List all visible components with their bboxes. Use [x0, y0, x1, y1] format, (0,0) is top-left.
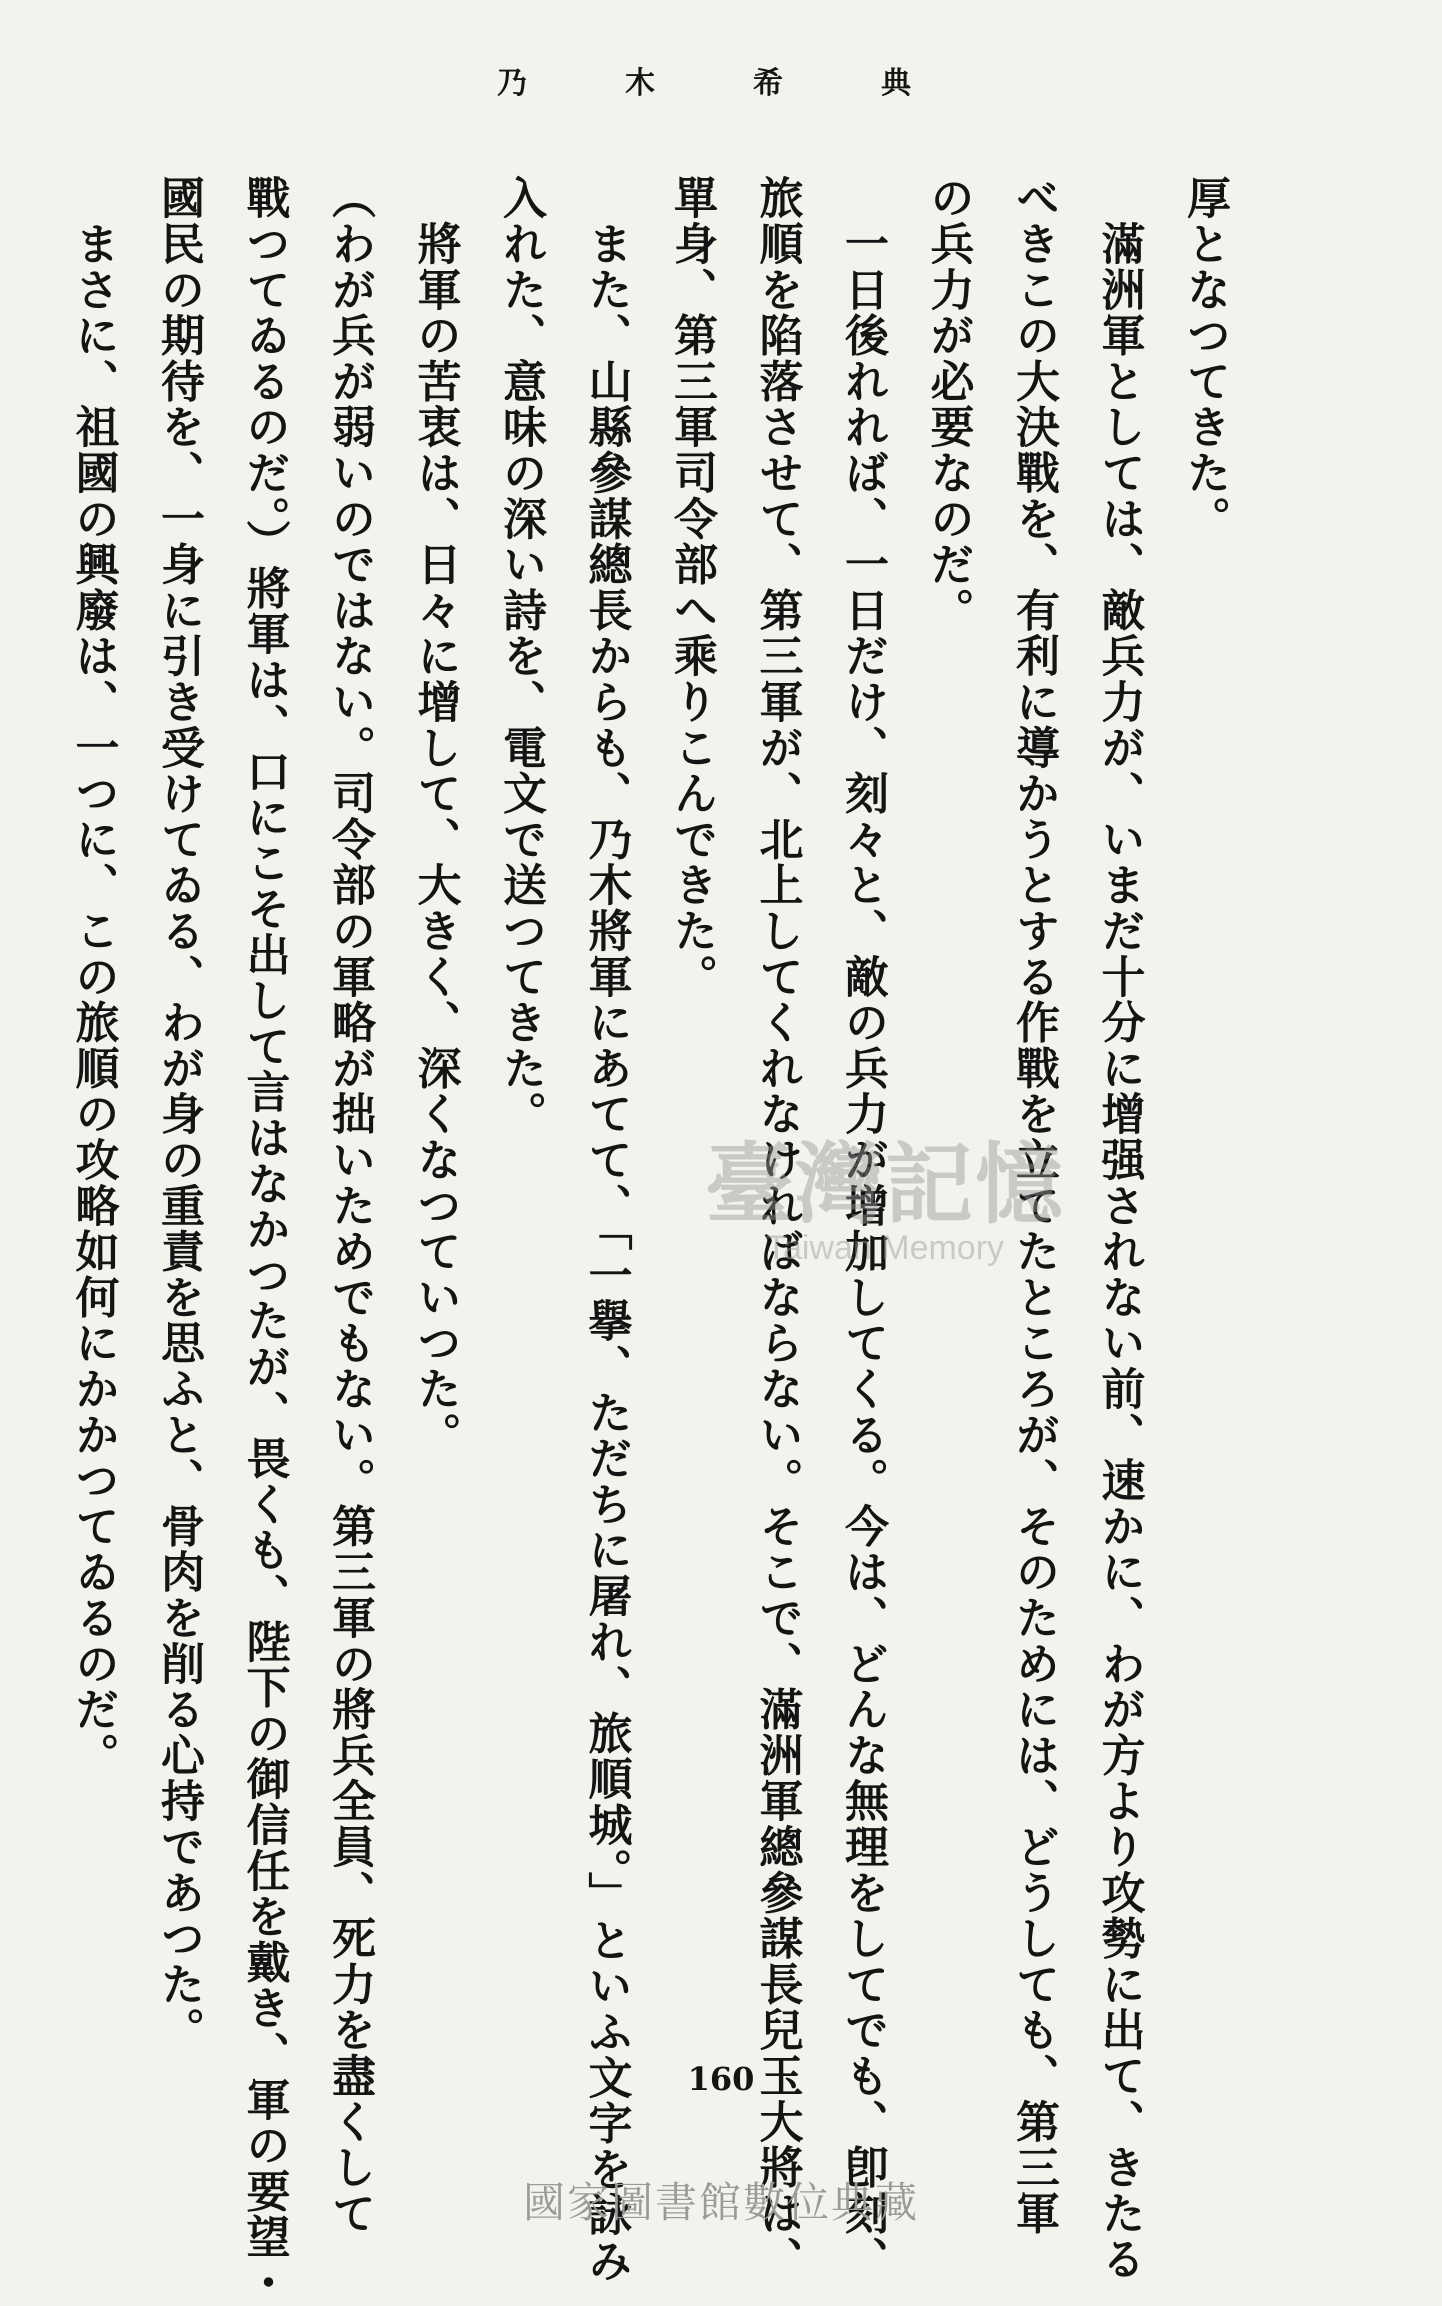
- library-caption: 國家圖書館數位典藏: [522, 2178, 919, 2227]
- watermark-english: Taiwan Memory: [765, 1229, 1005, 1267]
- text-line: 滿洲軍としては、敵兵力が、いまだ十分に增强されない前、速かに、わが方より攻勢に出て、きたる: [1093, 175, 1145, 2282]
- text-line: 戰つてゐるのだ。）將軍は、口にこそ出して言はなかつたが、畏くも、陛下の御信任を戴き、軍の要望・: [238, 175, 290, 2306]
- text-line: （わが兵が弱いのではない。司令部の軍略が拙いためでもない。第三軍の將兵全員、死力を盡くして: [324, 175, 375, 2236]
- page-number: 160: [687, 2060, 755, 2098]
- text-line: の兵力が必要なのだ。: [922, 175, 974, 633]
- watermark-chinese: 臺灣記憶: [705, 1132, 1066, 1236]
- taiwan-memory-watermark: [705, 1115, 1065, 1268]
- text-line: まさに、祖國の興廢は、一つに、この旅順の攻略如何にかかつてゐるのだ。: [67, 175, 119, 1778]
- text-line: 厚となつてきた。: [1179, 175, 1230, 542]
- text-line: 國民の期待を、一身に引き受けてゐる、わが身の重責を思ふと、骨肉を削る心持であつた。: [153, 175, 204, 2053]
- text-line: べきこの大決戰を、有利に導かうとする作戰を立てたところが、そのためには、どうしても、第三軍: [1008, 175, 1059, 2236]
- text-line: 將軍の苦衷は、日々に增して、大きく、深くなつていつた。: [409, 175, 461, 1458]
- text-line: 旅順を陷落させて、第三軍が、北上してくれなければならない。そこで、滿洲軍總參謀長兒玉大將は、: [751, 175, 803, 2282]
- text-line: 單身、第三軍司令部へ乘りこんできた。: [666, 175, 717, 1000]
- text-line: 入れた、意味の深い詩を、電文で送つてきた。: [495, 175, 546, 1137]
- text-line: また、山縣參謀總長からも、乃木將軍にあてて、「一擧、ただちに屠れ、旅順城。」といふ文字を詠み: [580, 175, 632, 2284]
- running-head: 乃 木 希 典: [497, 66, 945, 101]
- text-line: 一日後れれば、一日だけ、刻々と、敵の兵力が增加してくる。今は、どんな無理をしてでも、卽刻、: [837, 175, 888, 2282]
